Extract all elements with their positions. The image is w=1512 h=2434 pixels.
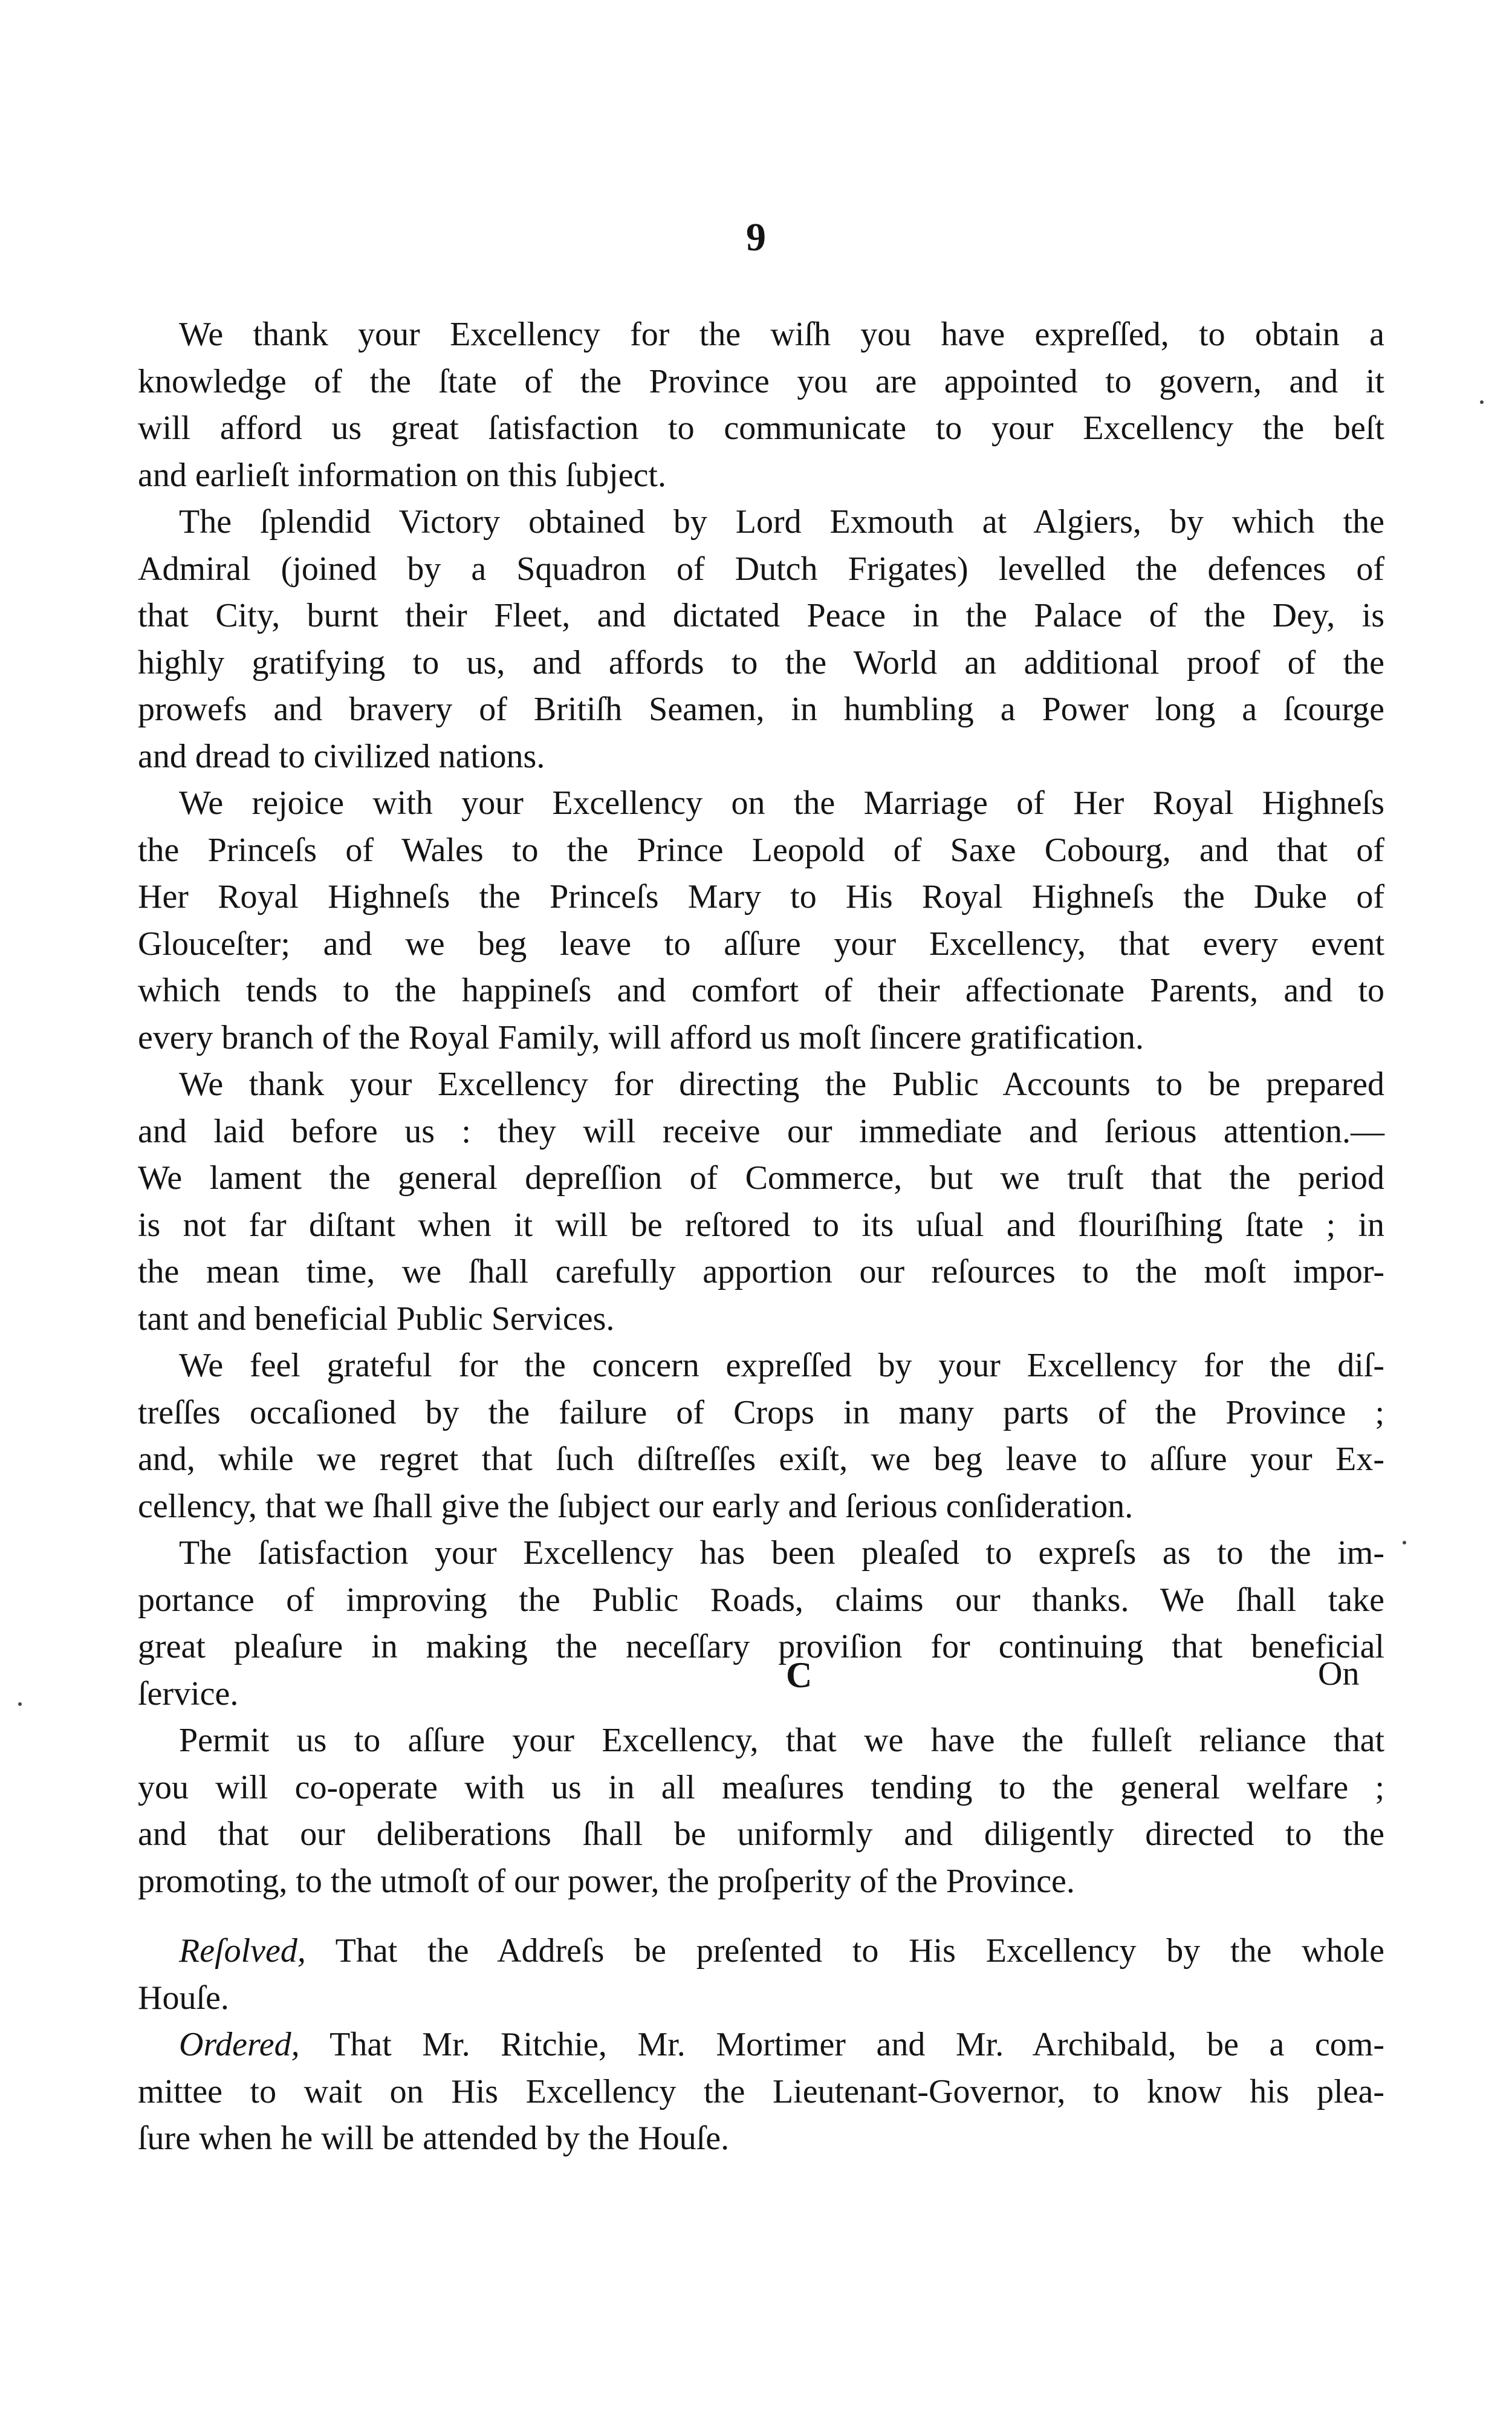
text-line: Permit us to aſſure your Excellency, that we have the fulleſt reliance that: [179, 1722, 1384, 1759]
text-line: and laid before us : they will receive our immediate and ſerious attention.—: [138, 1112, 1384, 1150]
text-line: which tends to the happineſs and comfort of their affectionate Parents, and to: [138, 972, 1384, 1009]
text-line: We lament the general depreſſion of Commerce, but we truſt that the period: [138, 1159, 1384, 1197]
text-line: tant and beneficial Public Services.: [138, 1300, 615, 1338]
text-line: great pleaſure in making the neceſſary proviſion for continuing that beneficial: [138, 1628, 1384, 1665]
text-line: We feel grateful for the concern expreſſed by your Excellency for the diſ-: [179, 1347, 1384, 1384]
ink-speck: [1403, 1541, 1406, 1544]
text-line: the Princeſs of Wales to the Prince Leopold of Saxe Cobourg, and that of: [138, 831, 1384, 869]
text-line: every branch of the Royal Family, will afford us moſt ſincere gratification.: [138, 1018, 1144, 1056]
text-line: We thank your Excellency for directing the Public Accounts to be prepared: [179, 1066, 1384, 1103]
text-line: and, while we regret that ſuch diſtreſſes exiſt, we beg leave to aſſure your Ex-: [138, 1440, 1384, 1478]
text-line: knowledge of the ſtate of the Province you are appointed to govern, and it: [138, 362, 1384, 400]
text-line: the mean time, we ſhall carefully apportion our reſources to the moſt impor-: [138, 1253, 1384, 1290]
text-line: and earlieſt information on this ſubject.: [138, 456, 666, 494]
body-text: [138, 311, 1384, 2162]
text-line: you will co-operate with us in all meaſures tending to the general welfare ;: [138, 1768, 1384, 1806]
text-line: portance of improving the Public Roads, claims our thanks. We ſhall take: [138, 1581, 1384, 1619]
signature-mark: C: [786, 1655, 813, 1695]
text-line: that City, burnt their Fleet, and dictated Peace in the Palace of the Dey, is: [138, 597, 1384, 634]
text-line: The ſplendid Victory obtained by Lord Exmouth at Algiers, by which the: [179, 503, 1384, 541]
text-line: We thank your Excellency for the wiſh you have expreſſed, to obtain a: [179, 316, 1384, 353]
text-line: promoting, to the utmoſt of our power, the proſperity of the Province.: [138, 1862, 1075, 1900]
ink-speck: [18, 1702, 22, 1706]
text-line: The ſatisfaction your Excellency has been pleaſed to expreſs as to the im-: [179, 1534, 1384, 1572]
order-line: ſure when he will be attended by the Houſe.: [138, 2120, 730, 2157]
resolution-text: That the Addreſs be preſented to His Excellency by the whole: [335, 1932, 1384, 1970]
text-line: prowefs and bravery of Britiſh Seamen, in humbling a Power long a ſcourge: [138, 691, 1384, 728]
resolution-line: [138, 1928, 1384, 1975]
text-line: is not far diſtant when it will be reſtored to its uſual and flouriſhing ſtate ; in: [138, 1206, 1384, 1244]
text-line: highly gratifying to us, and affords to the World an additional proof of the: [138, 643, 1384, 682]
text-line: ſervice.: [138, 1674, 239, 1713]
text-line: Admiral (joined by a Squadron of Dutch Frigates) levelled the defences of: [138, 550, 1384, 588]
resolution-label: Reſolved,: [179, 1932, 306, 1970]
text-line: and that our deliberations ſhall be uniformly and diligently directed to the: [138, 1815, 1384, 1853]
order-line: mittee to wait on His Excellency the Lieutenant-Governor, to know his plea-: [138, 2072, 1384, 2110]
text-line: and dread to civilized nations.: [138, 737, 545, 775]
order-text: That Mr. Ritchie, Mr. Mortimer and Mr. Archibald, be a com-: [329, 2026, 1384, 2063]
text-line: Her Royal Highneſs the Princeſs Mary to His Royal Highneſs the Duke of: [138, 878, 1384, 916]
order-line: [138, 2022, 1384, 2069]
ink-speck: [1480, 400, 1484, 404]
text-line: will afford us great ſatisfaction to communicate to your Excellency the beſt: [138, 409, 1384, 447]
text-line: treſſes occaſioned by the failure of Crops in many parts of the Province ;: [138, 1393, 1384, 1431]
resolution-line: Houſe.: [138, 1979, 229, 2017]
page-number: 9: [746, 215, 766, 259]
catchword: On: [1318, 1655, 1360, 1693]
text-line: Glouceſter; and we beg leave to aſſure your Excellency, that every event: [138, 925, 1384, 963]
text-line: We rejoice with your Excellency on the Marriage of Her Royal Highneſs: [179, 784, 1384, 822]
order-label: Ordered,: [179, 2026, 300, 2063]
text-line: cellency, that we ſhall give the ſubject our early and ſerious conſideration.: [138, 1487, 1134, 1525]
